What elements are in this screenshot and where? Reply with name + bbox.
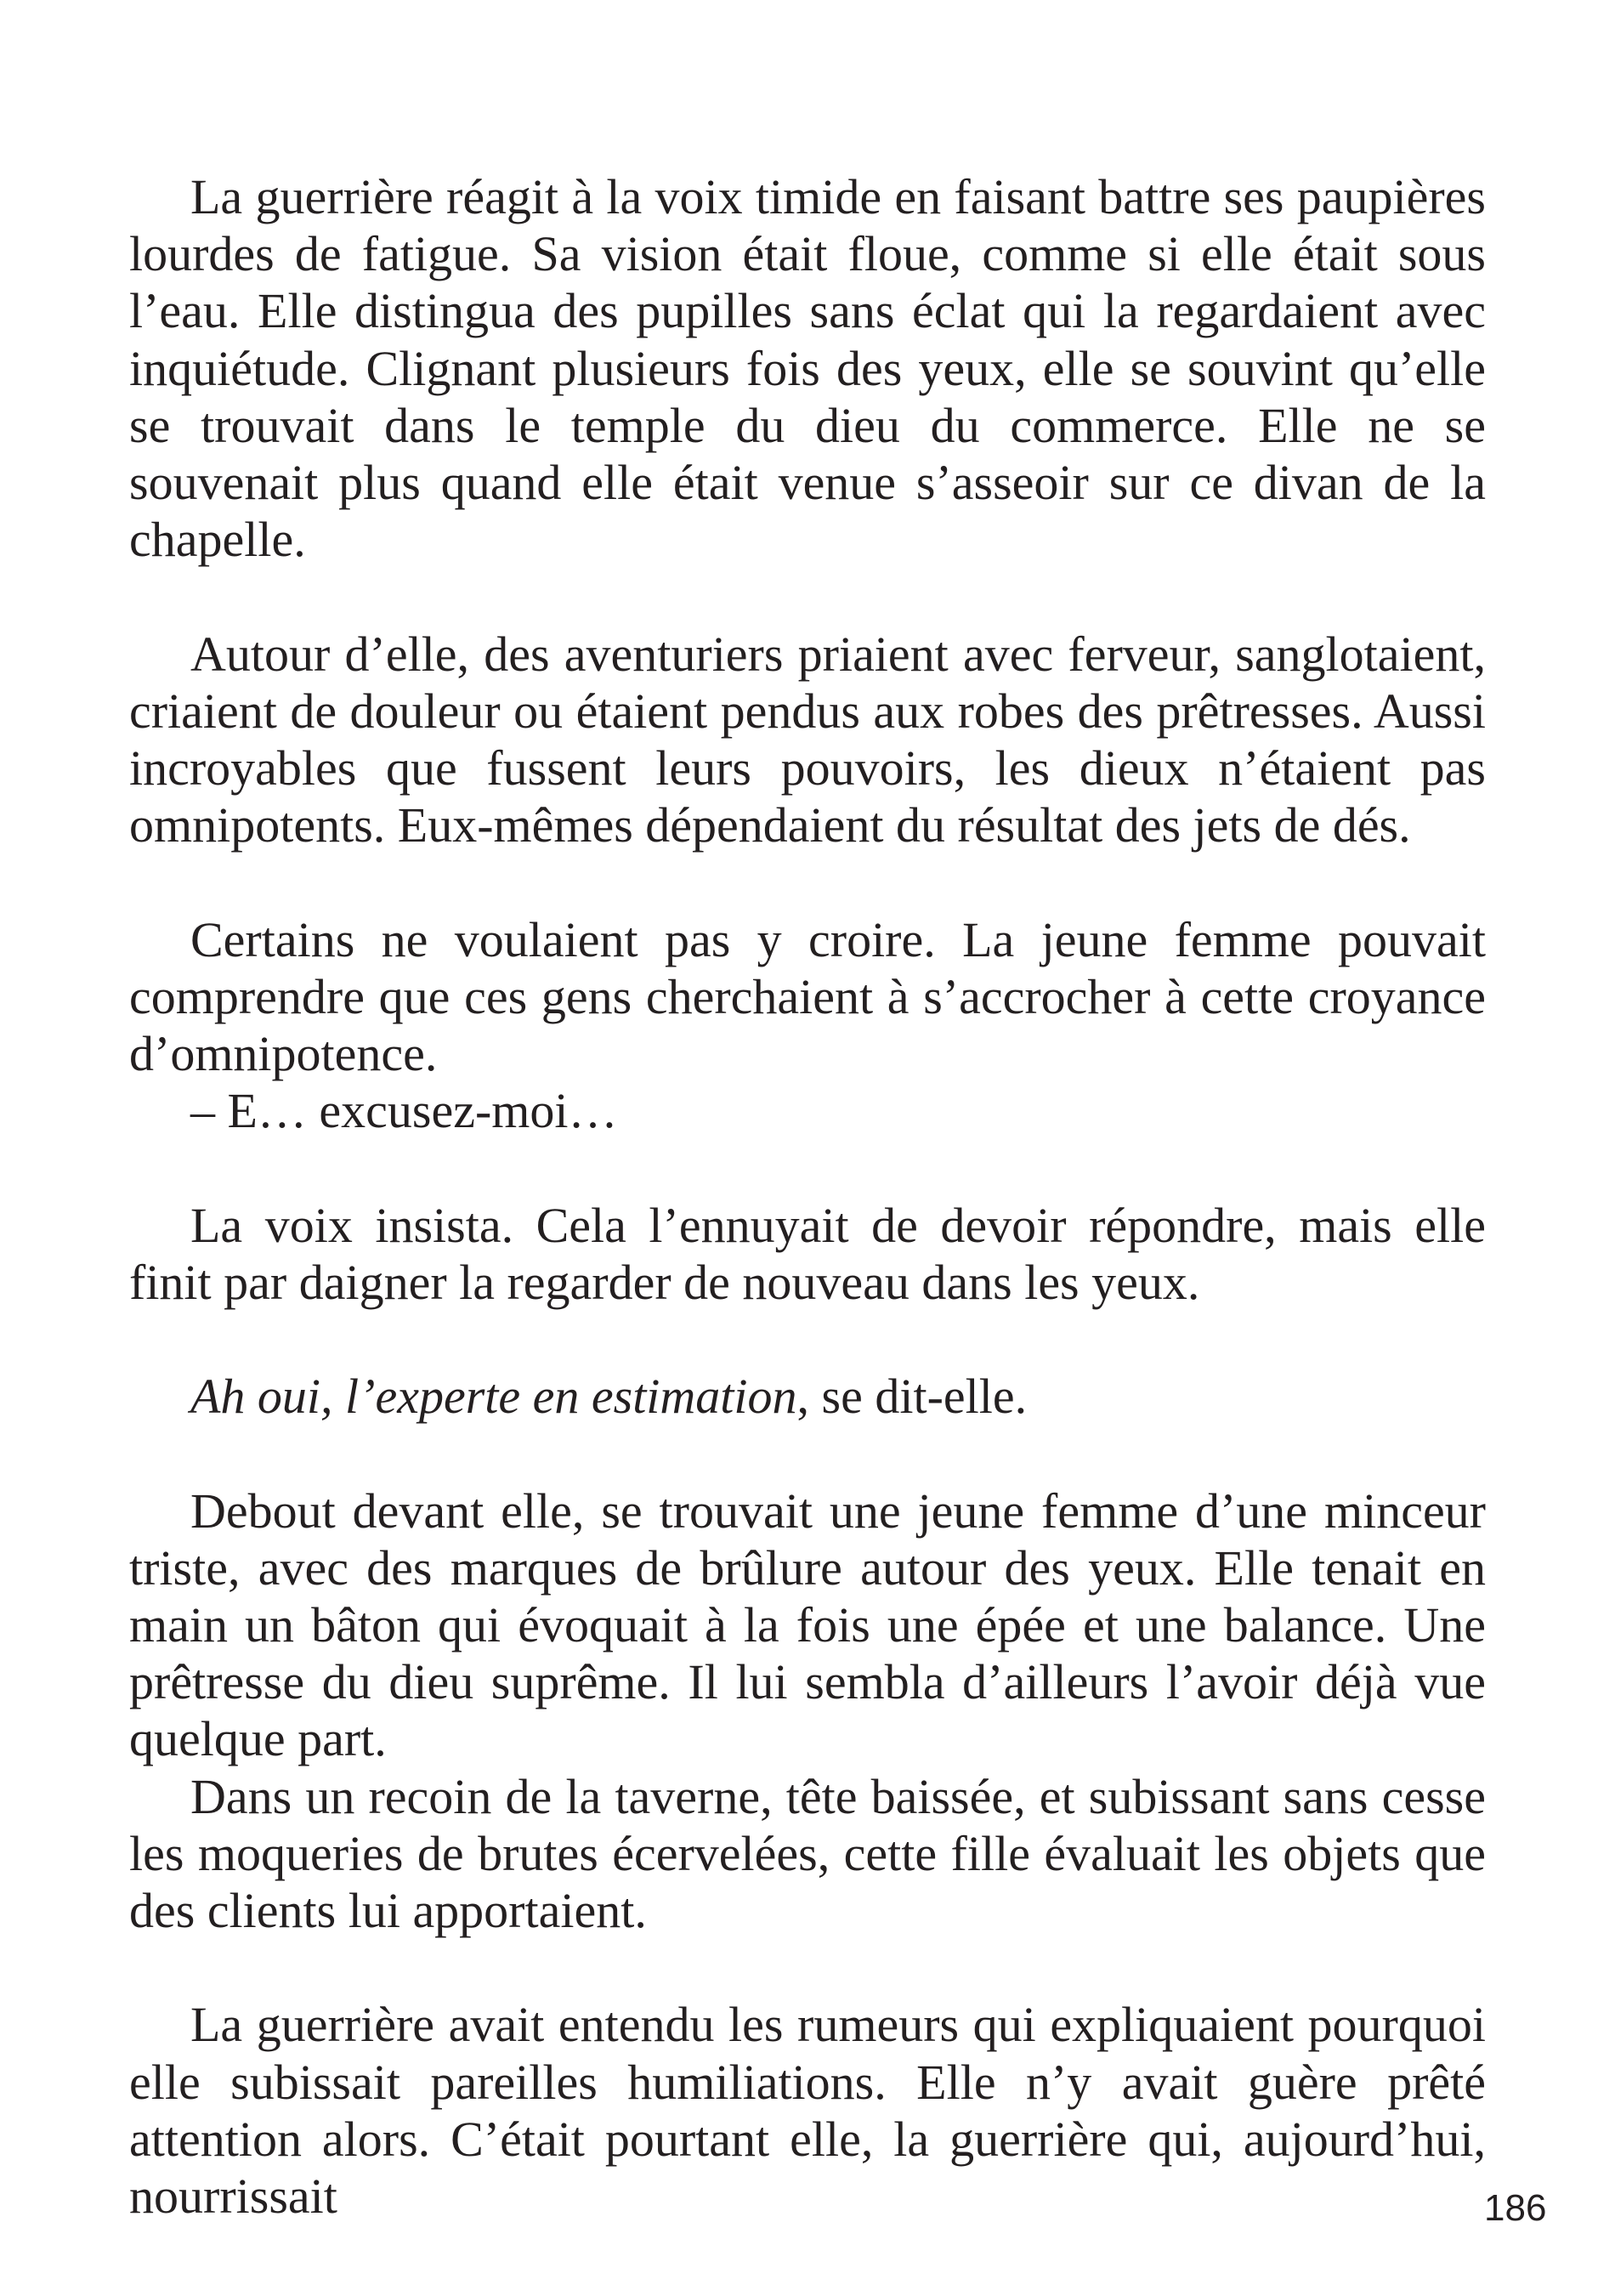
page-number: 186	[1484, 2187, 1547, 2229]
paragraph-2: Autour d’elle, des aventuriers priaient avec ferveur, sanglotaient, criaient de douleur ou étaient pendus aux robes des prêtresses. Aussi incroyables que fussent leurs pouvoirs, les dieux n’étaient pas omnipotents. Eux-mêmes dépendaient du résultat des jets de dés.	[129, 626, 1486, 853]
paragraph-3: Certains ne voulaient pas y croire. La jeune femme pouvait comprendre que ces gens cherchaient à s’accrocher à cette croyance d’omnipotence.	[129, 911, 1486, 1082]
inner-thought-italic: Ah oui, l’experte en estimation	[190, 1369, 797, 1425]
body-text	[129, 168, 1486, 2282]
paragraph-1: La guerrière réagit à la voix timide en faisant battre ses paupières lourdes de fatigue. Sa vision était floue, comme si elle était sous l’eau. Elle distingua des pupilles sans éclat qui la regardaient avec inquiétude. Clignant plusieurs fois des yeux, elle se souvint qu’elle se trouvait dans le temple du dieu du commerce. Elle ne se souvenait plus quand elle était venue s’asseoir sur ce divan de la chapelle.	[129, 169, 1486, 568]
dialogue-line: – E… excusez-moi…	[190, 1083, 618, 1139]
paragraph-4: La voix insista. Cela l’ennuyait de devoir répondre, mais elle finit par daigner la regarder de nouveau dans les yeux.	[129, 1197, 1486, 1310]
paragraph-7: La guerrière avait entendu les rumeurs qui expliquaient pourquoi elle subissait pareilles humiliations. Elle n’y avait guère prêté attention alors. C’était pourtant elle, la guerrière qui, aujourd’hui, nourrissait	[129, 1997, 1486, 2225]
inner-thought-paragraph	[129, 1368, 1486, 1425]
inner-thought-tail: , se dit-elle.	[796, 1369, 1028, 1425]
paragraph-6: Dans un recoin de la taverne, tête baissée, et subissant sans cesse les moqueries de brutes écervelées, cette fille évaluait les objets que des clients lui apportaient.	[129, 1768, 1486, 1939]
paragraph-5: Debout devant elle, se trouvait une jeune femme d’une minceur triste, avec des marques de brûlure autour des yeux. Elle tenait en main un bâton qui évoquait à la fois une épée et une balance. Une prêtresse du dieu suprême. Il lui sembla d’ailleurs l’avoir déjà vue quelque part.	[129, 1482, 1486, 1767]
